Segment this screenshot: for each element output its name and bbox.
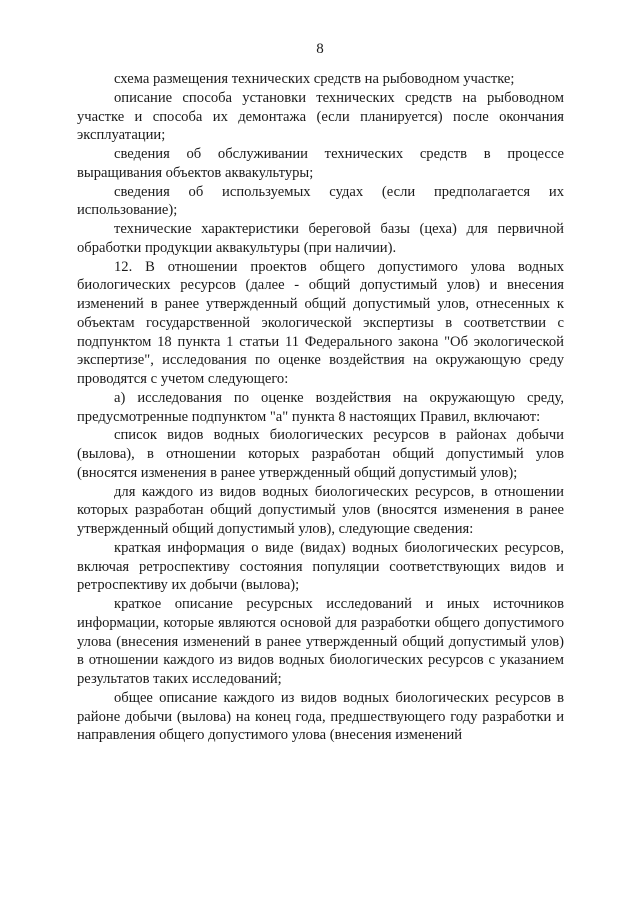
paragraph-subitem-a: а) исследования по оценке воздействия на окружающую среду, предусмотренные подпунктом "а" пункта 8 настоящих Правил, включают: [77,389,564,425]
paragraph-brief-info: краткая информация о виде (видах) водных биологических ресурсов, включая ретроспективу состояния популяции соответствующих видов и ретроспективу их добычи (вылова); [77,539,564,594]
paragraph-research-description: краткое описание ресурсных исследований и иных источников информации, которые являются основой для разработки общего допустимого улова (внесения изменений в ранее утвержденный общий допустимый улов) в отношении каждого из видов водных биологических ресурсов с указанием результатов таких исследований; [77,596,564,687]
page-number: 8 [316,41,324,57]
paragraph-shore-base: технические характеристики береговой базы (цеха) для первичной обработки продукции аквакультуры (при наличии). [77,221,564,256]
paragraph-maintenance-info: сведения об обслуживании технических средств в процессе выращивания объектов аквакультуры; [77,146,564,181]
paragraph-placement-scheme: схема размещения технических средств на рыбоводном участке; [114,71,515,87]
document-body [77,70,564,745]
paragraph-each-species: для каждого из видов водных биологических ресурсов, в отношении которых разработан общий допустимый улов (вносятся изменения в ранее утвержденный общий допустимый улов), следующие сведения: [77,483,564,537]
paragraph-installation-method: описание способа установки технических средств на рыбоводном участке и способа их демонтажа (если планируется) после окончания эксплуатации; [77,89,564,144]
paragraph-general-description: общее описание каждого из видов водных биологических ресурсов в районе добычи (вылова) на конец года, предшествующего году разработки и направления общего допустимого улова (внесения изменений [77,689,564,744]
paragraph-vessels-info: сведения об используемых судах (если предполагается их использование); [77,183,564,219]
paragraph-species-list: список видов водных биологических ресурсов в районах добычи (вылова), в отношении которых разработан общий допустимый улов (вносятся изменения в ранее утвержденный общий допустимый улов); [77,427,564,481]
paragraph-section-12: 12. В отношении проектов общего допустимого улова водных биологических ресурсов (далее - общий допустимый улов) и внесения изменений в ранее утвержденный общий допустимый улов, отнесенных к объектам государственной экологической экспертизы в соответствии с подпунктом 18 пункта 1 статьи 11 Федерального закона "Об экологической экспертизе", исследования по оценке воздействия на окружающую среду проводятся с учетом следующего: [77,258,564,387]
